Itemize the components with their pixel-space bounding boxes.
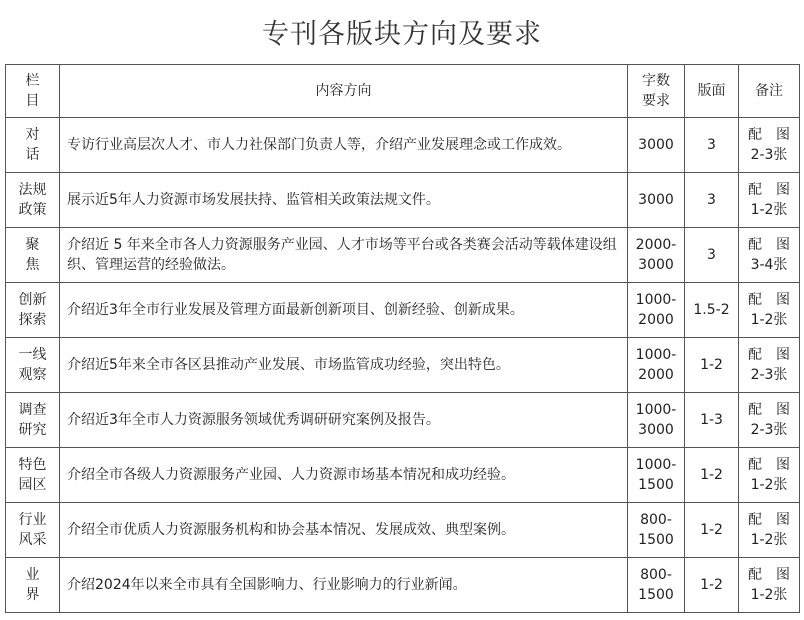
cell-pages: 1.5-2 [685, 283, 739, 338]
cell-notes: 配 图 1-2张 [739, 558, 800, 613]
header-content: 内容方向 [60, 65, 628, 118]
cell-notes: 配 图 2-3张 [739, 338, 800, 393]
cell-words: 1000- 2000 [628, 338, 685, 393]
cell-pages: 1-2 [685, 338, 739, 393]
table-row [6, 283, 800, 338]
cell-notes: 配 图 1-2张 [739, 283, 800, 338]
cell-words: 3000 [628, 118, 685, 173]
cell-pages: 3 [685, 118, 739, 173]
cell-content: 介绍全市各级人力资源服务产业园、人力资源市场基本情况和成功经验。 [60, 448, 628, 503]
cell-content: 介绍近 5 年来全市各人力资源服务产业园、人才市场等平台或各类赛会活动等载体建设组织、管理运营的经验做法。 [60, 228, 628, 283]
cell-column: 对 话 [6, 118, 60, 173]
cell-pages: 1-3 [685, 393, 739, 448]
cell-column: 聚 焦 [6, 228, 60, 283]
cell-pages: 1-2 [685, 448, 739, 503]
cell-words: 800- 1500 [628, 503, 685, 558]
header-notes: 备注 [739, 65, 800, 118]
table-row [6, 558, 800, 613]
cell-content: 展示近5年人力资源市场发展扶持、监管相关政策法规文件。 [60, 173, 628, 228]
cell-column: 一线 观察 [6, 338, 60, 393]
table-row [6, 118, 800, 173]
table-header-row [6, 65, 800, 118]
cell-column: 调查 研究 [6, 393, 60, 448]
cell-column: 法规 政策 [6, 173, 60, 228]
cell-notes: 配 图 2-3张 [739, 118, 800, 173]
cell-words: 2000- 3000 [628, 228, 685, 283]
header-pages: 版面 [685, 65, 739, 118]
table-row [6, 338, 800, 393]
cell-content: 专访行业高层次人才、市人力社保部门负责人等，介绍产业发展理念或工作成效。 [60, 118, 628, 173]
cell-column: 行业 风采 [6, 503, 60, 558]
header-column: 栏 目 [6, 65, 60, 118]
table-row [6, 173, 800, 228]
cell-words: 1000- 1500 [628, 448, 685, 503]
cell-pages: 1-2 [685, 558, 739, 613]
cell-pages: 3 [685, 228, 739, 283]
cell-content: 介绍近3年全市行业发展及管理方面最新创新项目、创新经验、创新成果。 [60, 283, 628, 338]
cell-pages: 1-2 [685, 503, 739, 558]
cell-notes: 配 图 2-3张 [739, 393, 800, 448]
cell-words: 1000- 2000 [628, 283, 685, 338]
page-title: 专刊各版块方向及要求 [262, 19, 542, 50]
cell-words: 3000 [628, 173, 685, 228]
table-row [6, 503, 800, 558]
cell-notes: 配 图 1-2张 [739, 173, 800, 228]
cell-notes: 配 图 3-4张 [739, 228, 800, 283]
cell-content: 介绍近5年来全市各区县推动产业发展、市场监管成功经验，突出特色。 [60, 338, 628, 393]
cell-notes: 配 图 1-2张 [739, 448, 800, 503]
header-words: 字数 要求 [628, 65, 685, 118]
cell-column: 特色 园区 [6, 448, 60, 503]
cell-column: 业 界 [6, 558, 60, 613]
table-row [6, 393, 800, 448]
requirements-table [5, 64, 800, 613]
cell-words: 800- 1500 [628, 558, 685, 613]
cell-words: 1000- 3000 [628, 393, 685, 448]
cell-column: 创新 探索 [6, 283, 60, 338]
table-row [6, 448, 800, 503]
cell-content: 介绍2024年以来全市具有全国影响力、行业影响力的行业新闻。 [60, 558, 628, 613]
cell-notes: 配 图 1-2张 [739, 503, 800, 558]
table-row [6, 228, 800, 283]
cell-content: 介绍全市优质人力资源服务机构和协会基本情况、发展成效、典型案例。 [60, 503, 628, 558]
cell-pages: 3 [685, 173, 739, 228]
cell-content: 介绍近3年全市人力资源服务领域优秀调研研究案例及报告。 [60, 393, 628, 448]
